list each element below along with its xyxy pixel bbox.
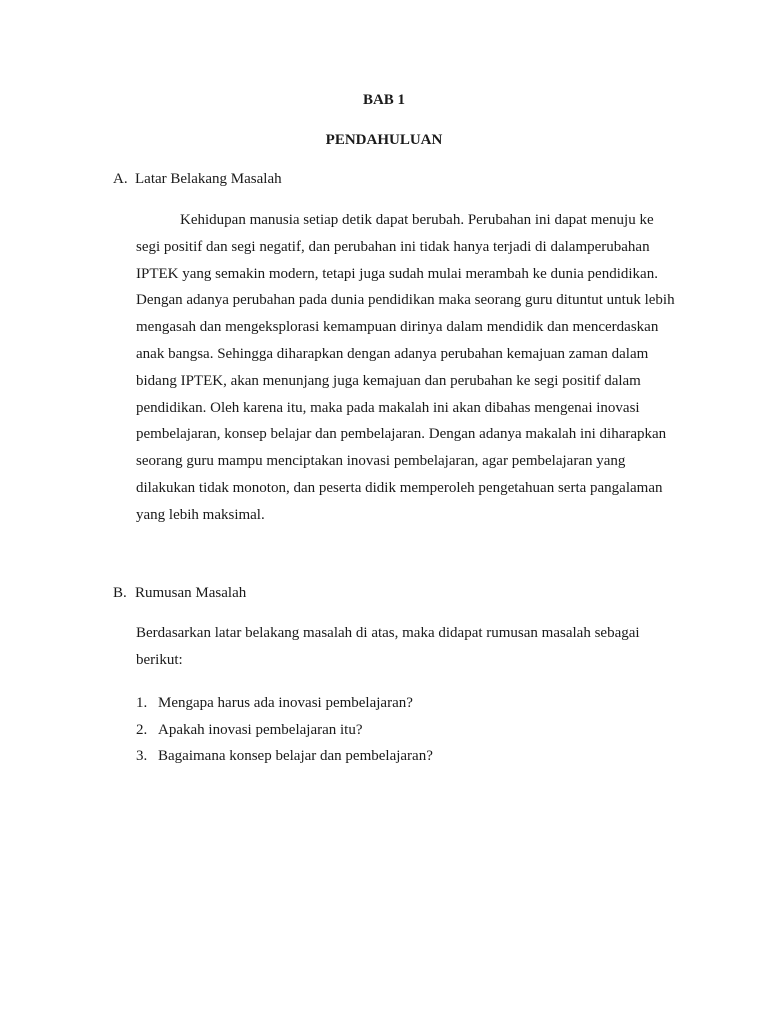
paragraph-line: pembelajaran, konsep belajar dan pembelajaran. Dengan adanya makalah ini diharapkan [136,426,667,443]
paragraph-line: Kehidupan manusia setiap detik dapat berubah. Perubahan ini dapat menuju ke [180,212,654,228]
list-item-text: Mengapa harus ada inovasi pembelajaran? [158,695,413,711]
chapter-title: PENDAHULUAN [325,132,443,148]
list-item [136,717,433,744]
paragraph-line: Berdasarkan latar belakang masalah di atas, maka didapat rumusan masalah sebagai [136,625,640,641]
section-b-title: Rumusan Masalah [135,585,247,601]
section-b-heading [113,585,246,602]
chapter-number: BAB 1 [362,92,406,108]
section-a-title: Latar Belakang Masalah [135,171,282,187]
paragraph-line: Dengan adanya perubahan pada dunia pendidikan maka seorang guru dituntut untuk lebih [136,292,675,309]
list-item-text: Apakah inovasi pembelajaran itu? [158,721,363,738]
list-item-number: 1. [136,695,148,711]
problem-list [136,690,433,770]
list-item [136,690,433,717]
list-item [136,743,433,770]
paragraph-line: seorang guru mampu menciptakan inovasi pembelajaran, agar pembelajaran yang [136,453,626,470]
paragraph-line: anak bangsa. Sehingga diharapkan dengan adanya perubahan kemajuan zaman dalam [136,345,649,362]
paragraph-line: yang lebih maksimal. [136,506,265,523]
paragraph-line: pendidikan. Oleh karena itu, maka pada makalah ini akan dibahas mengenai inovasi [136,399,640,416]
section-a-marker: A. [113,171,128,187]
paragraph-line: segi positif dan segi negatif, dan perubahan ini tidak hanya terjadi di dalamperubahan [136,238,650,255]
section-a-heading [113,171,282,188]
paragraph-line: IPTEK yang semakin modern, tetapi juga sudah mulai merambah ke dunia pendidikan. [136,265,658,282]
list-item-text: Bagaimana konsep belajar dan pembelajaran? [158,748,433,764]
section-b-marker: B. [113,585,127,601]
background-paragraph [136,207,675,529]
list-item-number: 3. [136,748,148,764]
paragraph-line: dilakukan tidak monoton, dan peserta didik memperoleh pengetahuan serta pangalaman [136,479,663,496]
paragraph-line: bidang IPTEK, akan menunjang juga kemajuan dan perubahan ke segi positif dalam [136,372,641,389]
list-item-number: 2. [136,721,148,738]
problem-intro-paragraph [136,620,666,674]
paragraph-line: berikut: [136,651,183,668]
paragraph-line: mengasah dan mengeksplorasi kemampuan dirinya dalam mendidik dan mencerdaskan [136,319,659,336]
